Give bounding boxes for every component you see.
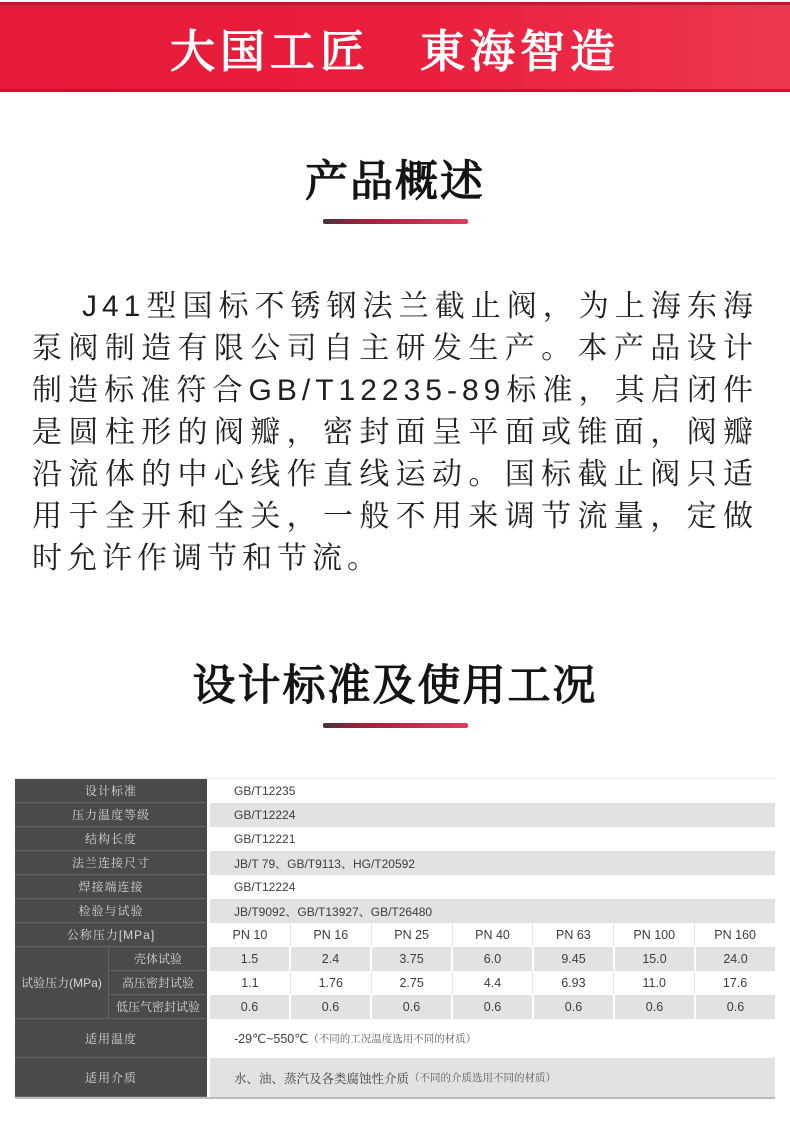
row-label: 焊接端连接 [15, 875, 207, 899]
table-row-applicable-temperature [15, 1019, 775, 1058]
top-banner [0, 2, 790, 92]
row-label: 适用介质 [15, 1058, 207, 1097]
test-pressure-block [15, 947, 775, 1019]
row-value: GB/T12224 [207, 875, 775, 899]
row-note: （不同的介质选用不同的材质） [409, 1072, 557, 1084]
value-cell: 1.5 [240, 952, 259, 966]
specs-title: 设计标准及使用工况 [192, 662, 598, 710]
value-cell: 9.45 [532, 947, 613, 971]
value-cell: 0.6 [240, 1000, 259, 1014]
value-cell: 4.4 [452, 971, 533, 995]
pn-column: PN 16 [290, 923, 371, 947]
table-row-low-pressure-seal-test [108, 995, 775, 1019]
pn-column: PN 160 [694, 923, 775, 947]
table-row-applicable-medium [15, 1058, 775, 1097]
pn-columns [207, 923, 775, 947]
banner-title: 大国工匠 東海智造 [169, 25, 620, 77]
value-cell: 3.75 [370, 947, 451, 971]
value-cell: 1.1 [241, 976, 259, 990]
row-label: 法兰连接尺寸 [15, 851, 207, 875]
row-label: 设计标准 [15, 779, 207, 803]
pn-column: PN 25 [371, 923, 452, 947]
table-row-weld-end-connection [15, 875, 775, 899]
row-label: 公称压力[MPa] [15, 923, 207, 947]
pn-column: PN 63 [532, 923, 613, 947]
table-row-nominal-pressure [15, 923, 775, 947]
row-sublabel: 壳体试验 [108, 947, 207, 971]
row-label: 结构长度 [15, 827, 207, 851]
spec-table [15, 778, 775, 1099]
row-value: -29℃~550℃ [234, 1032, 309, 1046]
table-row-pressure-temp-rating [15, 803, 775, 827]
value-cell: 17.6 [694, 971, 775, 995]
table-row-high-pressure-seal-test [108, 971, 775, 995]
value-cell: 6.93 [532, 971, 613, 995]
row-value: JB/T9092、GB/T13927、GB/T26480 [207, 899, 775, 923]
row-note: （不同的工况温度选用不同的材质） [308, 1033, 477, 1045]
pn-column: PN 40 [452, 923, 533, 947]
value-cell: 0.6 [451, 995, 532, 1019]
title-underline [323, 723, 468, 728]
overview-title: 产品概述 [305, 158, 485, 206]
value-cell: 0.6 [694, 995, 775, 1019]
value-cell: 6.0 [451, 947, 532, 971]
test-pressure-label: 试验压力(MPa) [15, 947, 108, 1019]
row-value: 水、油、蒸汽及各类腐蚀性介质 [234, 1071, 410, 1086]
value-cell: 2.75 [371, 971, 452, 995]
row-label: 压力温度等级 [15, 803, 207, 827]
value-cell: 0.6 [289, 995, 370, 1019]
specs-section-header [0, 660, 790, 728]
row-label: 适用温度 [15, 1019, 207, 1058]
pn-column: PN 100 [613, 923, 694, 947]
value-cell: 15.0 [613, 947, 694, 971]
row-label: 检验与试验 [15, 899, 207, 923]
value-cell: 0.6 [532, 995, 613, 1019]
row-value: GB/T12221 [207, 827, 775, 851]
overview-section-header [0, 156, 790, 224]
row-value: GB/T12235 [207, 779, 775, 803]
row-value: JB/T 79、GB/T9113、HG/T20592 [207, 851, 775, 875]
value-cell: 2.4 [289, 947, 370, 971]
table-row-inspection-test [15, 899, 775, 923]
title-underline [323, 219, 468, 224]
overview-paragraph: J41型国标不锈钢法兰截止阀，为上海东海泵阀制造有限公司自主研发生产。本产品设计制造标准符合GB/T12235-89标准，其启闭件是圆柱形的阀瓣，密封面呈平面或锥面，阀瓣沿流体的中心线作直线运动。国标截止阀只适用于全开和全关，一般不用来调节流量，定做时允许作调节和节流。 [32, 290, 758, 575]
value-cell: 24.0 [694, 947, 775, 971]
table-row-flange-dimensions [15, 851, 775, 875]
table-row-structure-length [15, 827, 775, 851]
value-cell: 0.6 [370, 995, 451, 1019]
pn-column: PN 10 [232, 928, 268, 942]
row-sublabel: 低压气密封试验 [108, 995, 207, 1019]
row-value: GB/T12224 [207, 803, 775, 827]
value-cell: 1.76 [290, 971, 371, 995]
value-cell: 0.6 [613, 995, 694, 1019]
table-row-design-standard [15, 779, 775, 803]
table-row-shell-test [108, 947, 775, 971]
value-cell: 11.0 [613, 971, 694, 995]
row-sublabel: 高压密封试验 [108, 971, 207, 995]
